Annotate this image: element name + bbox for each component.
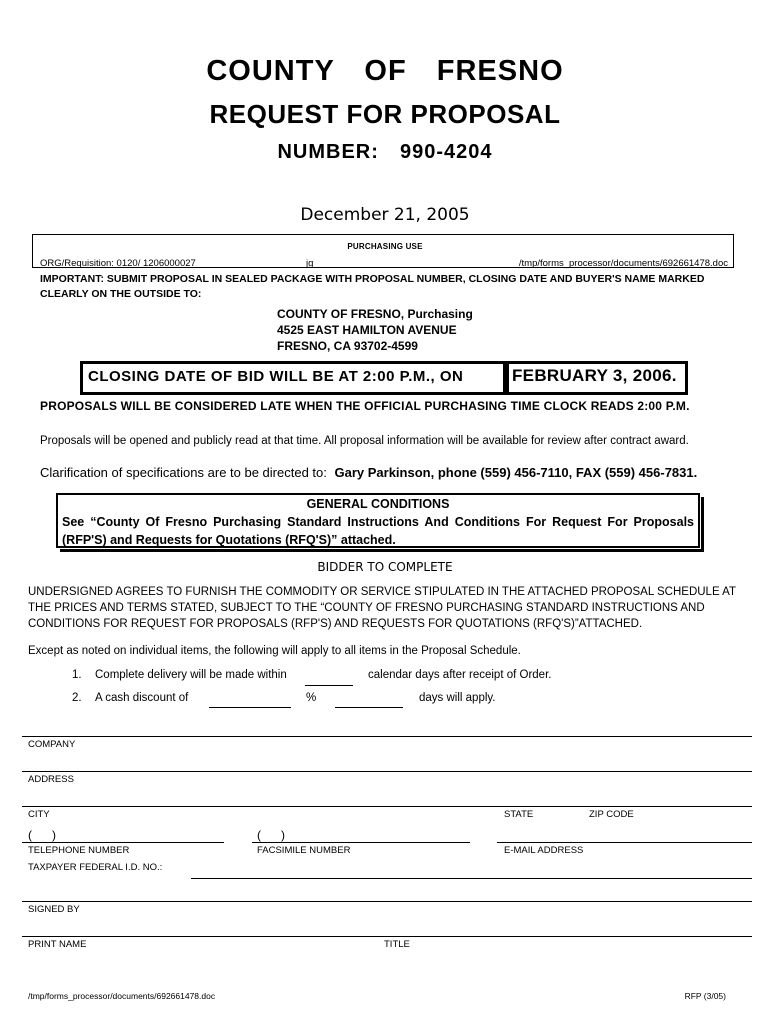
general-conditions-title: GENERAL CONDITIONS bbox=[306, 497, 450, 511]
issue-date: December 21, 2005 bbox=[300, 205, 470, 225]
address-line-3: FRESNO, CA 93702-4599 bbox=[277, 339, 418, 353]
city-label: CITY bbox=[28, 809, 50, 820]
company-line bbox=[22, 736, 752, 737]
percent-sign: % bbox=[306, 692, 317, 704]
purchasing-use-label: PURCHASING USE bbox=[347, 242, 423, 251]
closing-date-value: FEBRUARY 3, 2006. bbox=[512, 366, 677, 385]
except-note: Except as noted on individual items, the following will apply to all items in the Proposal Schedule. bbox=[28, 645, 521, 657]
address-line-2: 4525 EAST HAMILTON AVENUE bbox=[277, 323, 457, 337]
email-line bbox=[497, 842, 752, 843]
clarification bbox=[40, 465, 697, 480]
item-2-number: 2. bbox=[72, 692, 82, 704]
clarification-label: Clarification of specifications are to be directed to: bbox=[40, 465, 327, 480]
item-1-number: 1. bbox=[72, 669, 82, 681]
item-1-suffix: calendar days after receipt of Order. bbox=[368, 669, 552, 681]
taxpayer-id-label: TAXPAYER FEDERAL I.D. NO.: bbox=[28, 862, 163, 873]
late-notice: PROPOSALS WILL BE CONSIDERED LATE WHEN THE OFFICIAL PURCHASING TIME CLOCK READS 2:00 P.M. bbox=[40, 399, 690, 413]
address-line-1: COUNTY OF FRESNO, Purchasing bbox=[277, 307, 473, 321]
signature-field[interactable] bbox=[22, 905, 752, 935]
email-field[interactable] bbox=[497, 818, 752, 840]
buyer-initials: jg bbox=[306, 258, 314, 269]
item-1-text: Complete delivery will be made within bbox=[95, 669, 287, 681]
bidder-to-complete-title: BIDDER TO COMPLETE bbox=[317, 560, 453, 574]
facsimile-label: FACSIMILE NUMBER bbox=[257, 845, 351, 856]
closing-date-divider bbox=[503, 361, 509, 395]
phone-area-code[interactable]: ( ) bbox=[28, 828, 56, 842]
title-label: TITLE bbox=[384, 939, 410, 950]
email-label: E-MAIL ADDRESS bbox=[504, 845, 584, 856]
document-title: REQUEST FOR PROPOSAL bbox=[209, 99, 561, 129]
rfp-number: NUMBER: 990-4204 bbox=[277, 141, 493, 163]
facsimile-line bbox=[252, 842, 470, 843]
general-conditions-body: See “County Of Fresno Purchasing Standard Instructions And Conditions For Request For Proposals (RFP'S) and Requests for Quotations (RFQ'S)” attached. bbox=[62, 515, 694, 547]
company-label: COMPANY bbox=[28, 739, 76, 750]
delivery-days-field[interactable] bbox=[305, 684, 353, 686]
footer-file-path: /tmp/forms_processor/documents/692661478.doc bbox=[28, 991, 216, 1001]
telephone-label: TELEPHONE NUMBER bbox=[28, 845, 130, 856]
clarification-contact: Gary Parkinson, phone (559) 456-7110, FAX (559) 456-7831. bbox=[334, 465, 698, 480]
purchasing-file-path: /tmp/forms_processor/documents/692661478.doc bbox=[518, 258, 728, 269]
important-notice: IMPORTANT: SUBMIT PROPOSAL IN SEALED PACKAGE WITH PROPOSAL NUMBER, CLOSING DATE AND BUYER'S NAME MARKED CLEARLY ON THE OUTSIDE TO: bbox=[40, 273, 705, 300]
cash-discount-field[interactable] bbox=[209, 706, 291, 708]
discount-days-field[interactable] bbox=[335, 706, 403, 708]
address-label: ADDRESS bbox=[28, 774, 74, 785]
closing-date-label: CLOSING DATE OF BID WILL BE AT 2:00 P.M., ON bbox=[88, 368, 464, 385]
item-2-text: A cash discount of bbox=[95, 692, 189, 704]
item-2-suffix: days will apply. bbox=[419, 692, 496, 704]
telephone-line bbox=[22, 842, 224, 843]
zip-code-label: ZIP CODE bbox=[589, 809, 634, 820]
company-field[interactable] bbox=[22, 740, 752, 770]
footer-form-code: RFP (3/05) bbox=[684, 991, 726, 1001]
county-title: COUNTY OF FRESNO bbox=[206, 55, 564, 87]
undersigned-statement: UNDERSIGNED AGREES TO FURNISH THE COMMODITY OR SERVICE STIPULATED IN THE ATTACHED PROPOSAL SCHEDULE AT THE PRICES AND TERMS STATED, SUBJECT TO THE “COUNTY OF FRESNO PURCHASING STANDARD INSTRUCTIONS AND CONDITIONS FOR REQUEST FOR PROPOSALS (RFP'S) AND REQUESTS FOR QUOTATIONS (RFQ'S)”ATTACHED. bbox=[28, 586, 736, 630]
fax-area-code[interactable]: ( ) bbox=[257, 828, 285, 842]
print-name-label: PRINT NAME bbox=[28, 939, 87, 950]
address-line bbox=[22, 771, 752, 772]
signed-by-label: SIGNED BY bbox=[28, 904, 80, 915]
taxpayer-id-line bbox=[191, 878, 752, 879]
print-name-line bbox=[22, 936, 752, 937]
opened-notice: Proposals will be opened and publicly read at that time. All proposal information will be available for review after contract award. bbox=[40, 435, 689, 447]
city-line bbox=[22, 806, 752, 807]
address-field[interactable] bbox=[22, 775, 752, 805]
signed-by-line bbox=[22, 901, 752, 902]
org-requisition: ORG/Requisition: 0120/ 1206000027 bbox=[40, 258, 196, 269]
state-label: STATE bbox=[504, 809, 534, 820]
taxpayer-id-field[interactable] bbox=[191, 858, 752, 878]
